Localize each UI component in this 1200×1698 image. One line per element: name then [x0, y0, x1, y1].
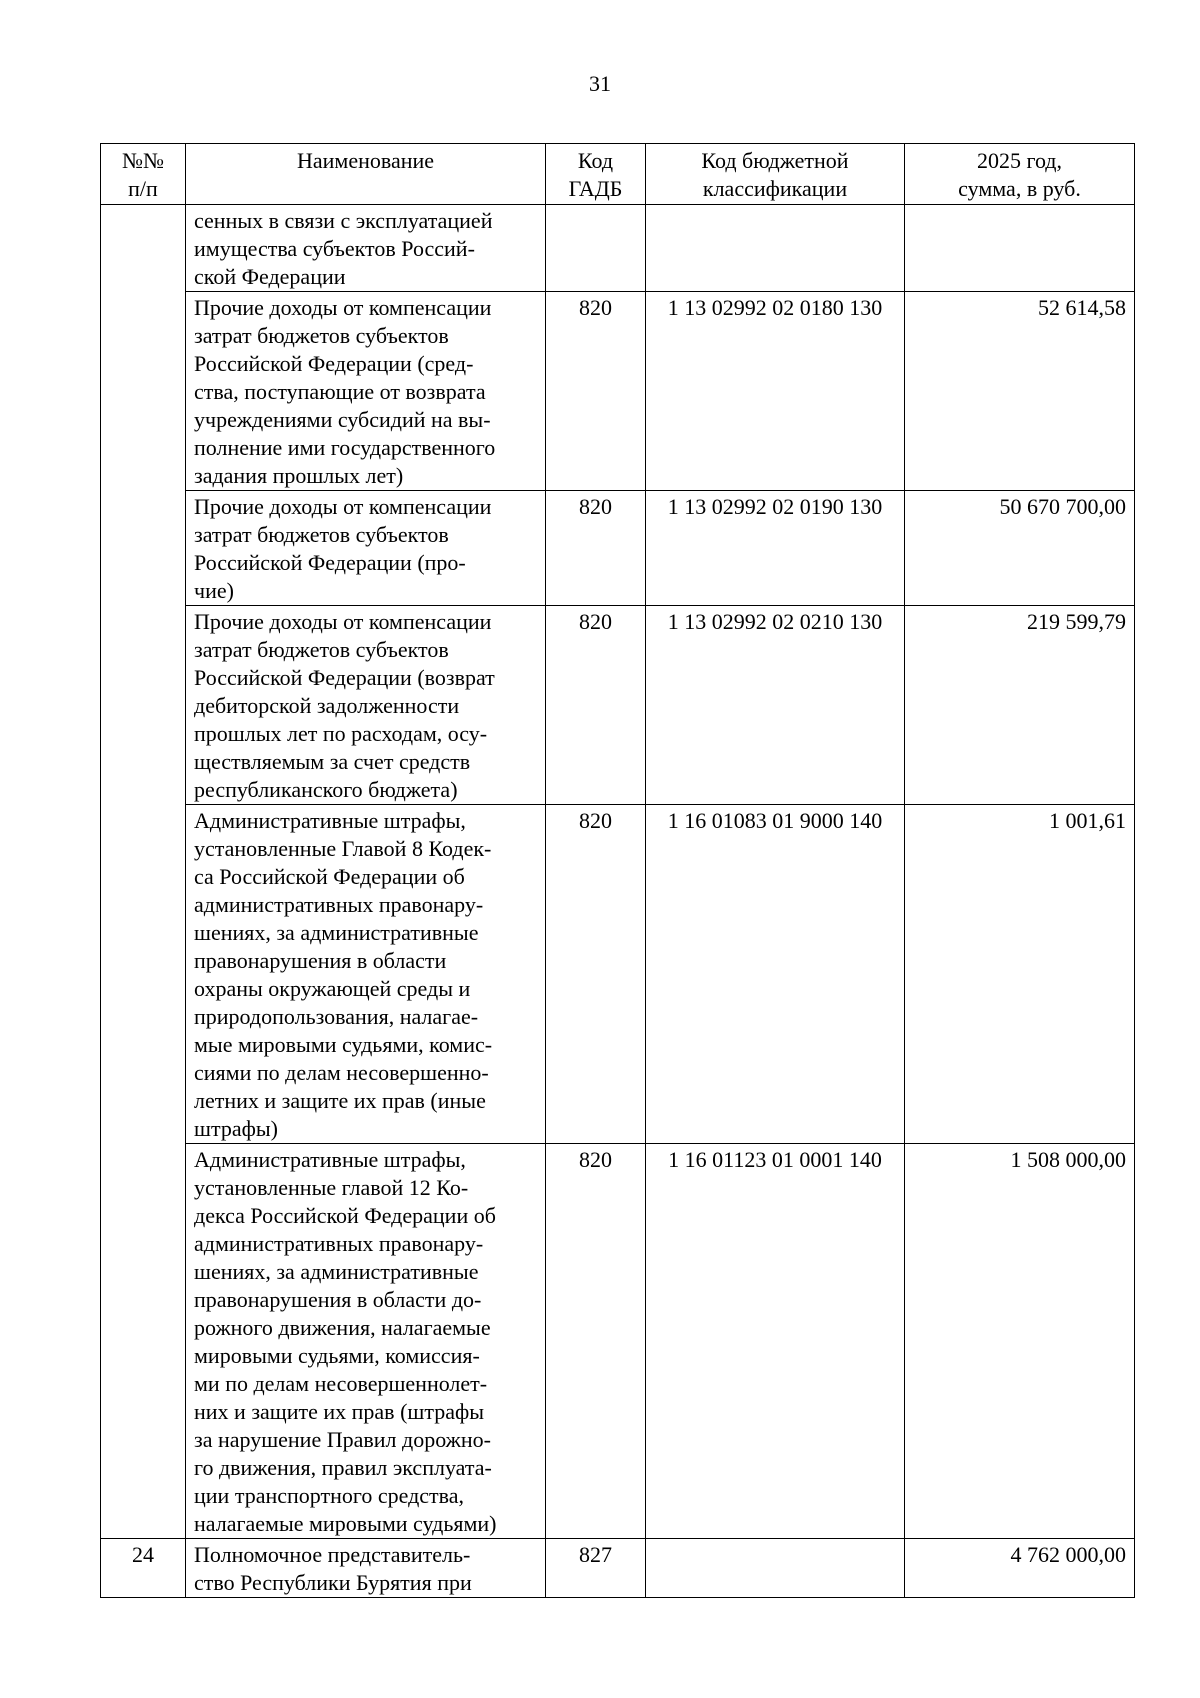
cell-name-line: мировыми судьями, комиссия- [194, 1343, 480, 1368]
cell-name-line: ществляемым за счет средств [194, 749, 471, 774]
header-gadb-line: Код [577, 148, 614, 173]
cell-num [101, 1144, 186, 1539]
cell-name-line: го движения, правил эксплуата- [194, 1455, 492, 1480]
cell-gadb: 820 [546, 292, 646, 491]
header-kbk [646, 144, 905, 205]
table-header [101, 144, 1135, 205]
cell-name-line: Полномочное представитель- [194, 1542, 471, 1567]
cell-name-line: административных правонару- [194, 1231, 484, 1256]
cell-name-line: ской Федерации [194, 264, 346, 289]
cell-kbk: 1 13 02992 02 0190 130 [646, 491, 905, 606]
cell-name-line: Прочие доходы от компенсации [194, 295, 492, 320]
cell-name [186, 606, 546, 805]
table-row [101, 805, 1135, 1144]
cell-name-line: полнение ими государственного [194, 435, 496, 460]
header-name [186, 144, 546, 205]
cell-name-line: ции транспортного средства, [194, 1483, 465, 1508]
cell-name [186, 1144, 546, 1539]
header-sum-line: сумма, в руб. [958, 176, 1081, 201]
cell-name-line: затрат бюджетов субъектов [194, 637, 449, 662]
cell-name-line: рожного движения, налагаемые [194, 1315, 491, 1340]
cell-kbk: 1 16 01123 01 0001 140 [646, 1144, 905, 1539]
cell-name-line: республиканского бюджета) [194, 777, 458, 802]
cell-name-line: установленные Главой 8 Кодек- [194, 836, 492, 861]
page-number: 31 [589, 71, 611, 96]
cell-num [101, 606, 186, 805]
cell-sum: 52 614,58 [905, 292, 1135, 491]
header-num-line: №№ [122, 148, 164, 173]
cell-name-line: Российской Федерации (возврат [194, 665, 495, 690]
cell-name-line: Российской Федерации (про- [194, 550, 466, 575]
table-row [101, 606, 1135, 805]
cell-sum: 1 001,61 [905, 805, 1135, 1144]
cell-name-line: них и защите их прав (штрафы [194, 1399, 485, 1424]
cell-name-line: штрафы) [194, 1116, 278, 1141]
cell-num [101, 805, 186, 1144]
cell-num [101, 491, 186, 606]
cell-name-line: задания прошлых лет) [194, 463, 404, 488]
cell-name-line: налагаемые мировыми судьями) [194, 1511, 497, 1536]
cell-gadb [546, 205, 646, 292]
cell-name-line: сенных в связи с эксплуатацией [194, 208, 493, 233]
cell-name-line: мые мировыми судьями, комис- [194, 1032, 493, 1057]
cell-name-line: имущества субъектов Россий- [194, 236, 475, 261]
cell-name-line: природопользования, налагае- [194, 1004, 479, 1029]
table-row [101, 1539, 1135, 1598]
cell-kbk [646, 205, 905, 292]
cell-gadb: 827 [546, 1539, 646, 1598]
table-row [101, 1144, 1135, 1539]
cell-kbk [646, 1539, 905, 1598]
cell-kbk: 1 13 02992 02 0210 130 [646, 606, 905, 805]
header-row [101, 144, 1135, 205]
header-gadb-line: ГАДБ [568, 176, 623, 201]
cell-name-line: шениях, за административные [194, 920, 479, 945]
cell-kbk: 1 16 01083 01 9000 140 [646, 805, 905, 1144]
table-row [101, 205, 1135, 292]
cell-gadb: 820 [546, 491, 646, 606]
cell-name-line: затрат бюджетов субъектов [194, 522, 449, 547]
header-num [101, 144, 186, 205]
cell-gadb: 820 [546, 805, 646, 1144]
cell-name-line: летних и защите их прав (иные [194, 1088, 486, 1113]
table-row [101, 292, 1135, 491]
header-gadb [546, 144, 646, 205]
header-sum-line: 2025 год, [976, 148, 1063, 173]
cell-name-line: Прочие доходы от компенсации [194, 494, 492, 519]
cell-name-line: прошлых лет по расходам, осу- [194, 721, 488, 746]
table-body [101, 205, 1135, 1598]
cell-kbk: 1 13 02992 02 0180 130 [646, 292, 905, 491]
cell-name-line: правонарушения в области [194, 948, 447, 973]
header-kbk-line: Код бюджетной [701, 148, 849, 173]
cell-name-line: за нарушение Правил дорожно- [194, 1427, 491, 1452]
cell-gadb: 820 [546, 606, 646, 805]
cell-name [186, 205, 546, 292]
header-sum [905, 144, 1135, 205]
cell-name-line: ства, поступающие от возврата [194, 379, 486, 404]
cell-name-line: охраны окружающей среды и [194, 976, 471, 1001]
header-kbk-line: классификации [702, 176, 848, 201]
cell-sum: 50 670 700,00 [905, 491, 1135, 606]
cell-name-line: Прочие доходы от компенсации [194, 609, 492, 634]
cell-gadb: 820 [546, 1144, 646, 1539]
cell-name [186, 1539, 546, 1598]
table-row [101, 491, 1135, 606]
cell-sum: 219 599,79 [905, 606, 1135, 805]
cell-name-line: са Российской Федерации об [194, 864, 465, 889]
cell-sum: 1 508 000,00 [905, 1144, 1135, 1539]
cell-name [186, 805, 546, 1144]
cell-name-line: Административные штрафы, [194, 1147, 466, 1172]
cell-name-line: административных правонару- [194, 892, 484, 917]
cell-name-line: Административные штрафы, [194, 808, 466, 833]
cell-name-line: дебиторской задолженности [194, 693, 460, 718]
cell-name [186, 491, 546, 606]
cell-name-line: правонарушения в области до- [194, 1287, 482, 1312]
header-num-line: п/п [128, 176, 158, 201]
cell-name-line: учреждениями субсидий на вы- [194, 407, 491, 432]
cell-name-line: сиями по делам несовершенно- [194, 1060, 489, 1085]
cell-name-line: установленные главой 12 Ко- [194, 1175, 469, 1200]
cell-name-line: ство Республики Бурятия при [194, 1570, 472, 1595]
cell-name-line: декса Российской Федерации об [194, 1203, 496, 1228]
cell-name [186, 292, 546, 491]
cell-name-line: затрат бюджетов субъектов [194, 323, 449, 348]
cell-name-line: ми по делам несовершеннолет- [194, 1371, 488, 1396]
cell-name-line: чие) [194, 578, 234, 603]
header-name-line: Наименование [296, 148, 435, 173]
budget-revenue-table [100, 143, 1135, 1598]
cell-num [101, 205, 186, 292]
cell-num: 24 [101, 1539, 186, 1598]
cell-name-line: шениях, за административные [194, 1259, 479, 1284]
cell-sum [905, 205, 1135, 292]
cell-num [101, 292, 186, 491]
cell-sum: 4 762 000,00 [905, 1539, 1135, 1598]
cell-name-line: Российской Федерации (сред- [194, 351, 474, 376]
